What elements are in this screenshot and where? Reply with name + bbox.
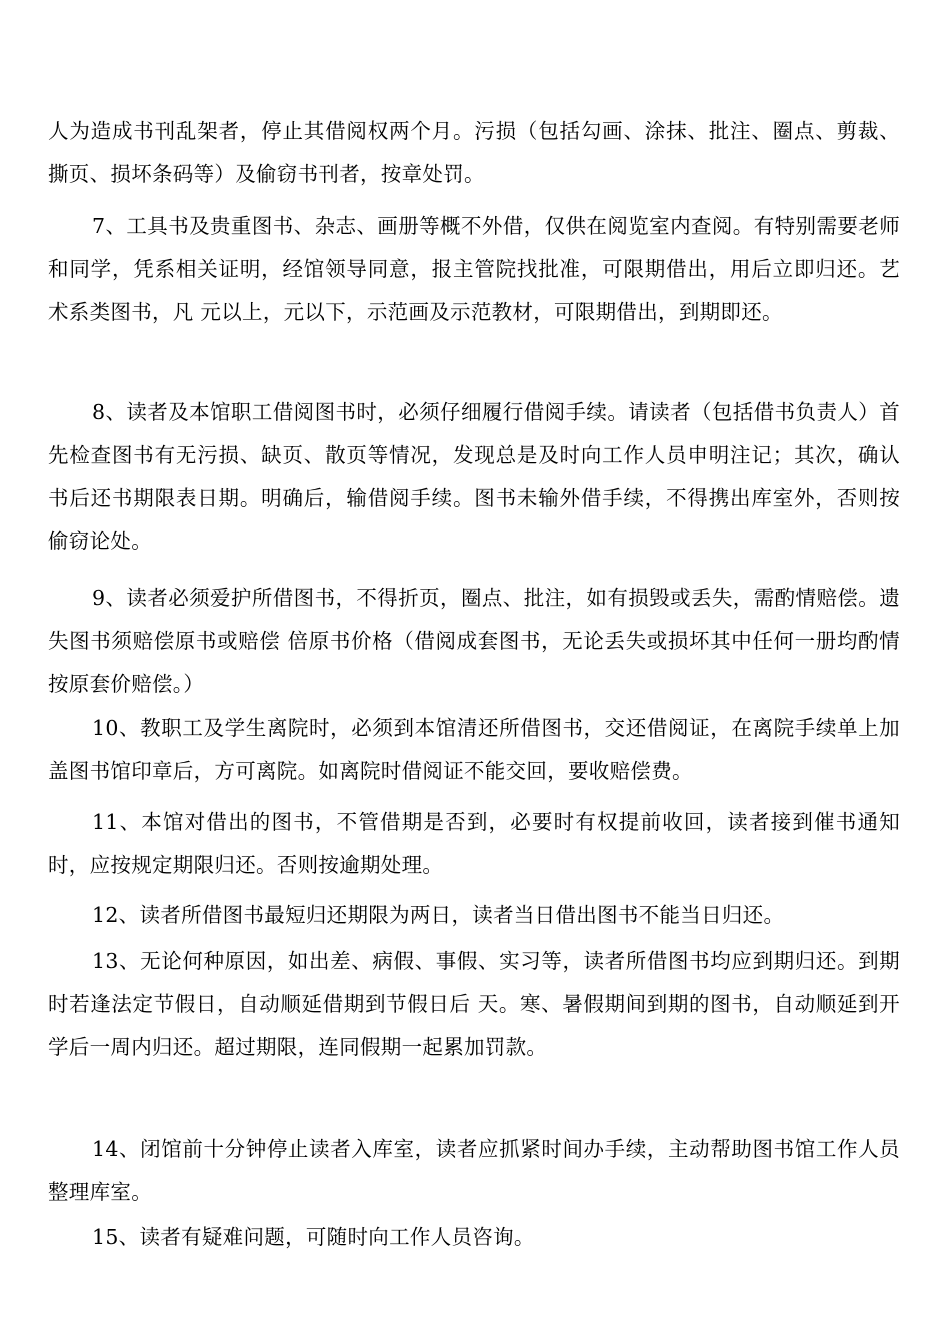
rule-item-7: 7、工具书及贵重图书、杂志、画册等概不外借，仅供在阅览室内查阅。有特别需要老师和同学，凭系相关证明，经馆领导同意，报主管院找批准，可限期借出，用后立即归还。艺术系类图书，凡 元以上，元以下，示范画及示范教材，可限期借出，到期即还。: [48, 214, 900, 324]
rule-item-9: 9、读者必须爱护所借图书，不得折页，圈点、批注，如有损毁或丢失，需酌情赔偿。遗失图书须赔偿原书或赔偿 倍原书价格（借阅成套图书，无论丢失或损坏其中任何一册均酌情按原套价赔偿。）: [48, 586, 900, 696]
rule-item-14: 14、闭馆前十分钟停止读者入库室，读者应抓紧时间办手续，主动帮助图书馆工作人员整理库室。: [48, 1137, 900, 1204]
rule-item-8: 8、读者及本馆职工借阅图书时，必须仔细履行借阅手续。请读者（包括借书负责人）首先检查图书有无污损、缺页、散页等情况，发现总是及时向工作人员申明注记；其次，确认书后还书期限表日期。明确后，输借阅手续。图书未输外借手续，不得携出库室外，否则按偷窃论处。: [48, 400, 900, 553]
rule-item-12: 12、读者所借图书最短归还期限为两日，读者当日借出图书不能当日归还。: [92, 903, 785, 927]
paragraph-continuation: 人为造成书刊乱架者，停止其借阅权两个月。污损（包括勾画、涂抹、批注、圈点、剪裁、撕页、损坏条码等）及偷窃书刊者，按章处罚。: [48, 119, 900, 186]
rule-item-15: 15、读者有疑难问题，可随时向工作人员咨询。: [92, 1225, 535, 1249]
rule-item-10: 10、教职工及学生离院时，必须到本馆清还所借图书，交还借阅证，在离院手续单上加盖图书馆印章后，方可离院。如离院时借阅证不能交回，要收赔偿费。: [48, 716, 900, 783]
rule-item-13: 13、无论何种原因，如出差、病假、事假、实习等，读者所借图书均应到期归还。到期时若逢法定节假日，自动顺延借期到节假日后 天。寒、暑假期间到期的图书，自动顺延到开学后一周内归还。超过期限，连同假期一起累加罚款。: [48, 949, 900, 1059]
rule-item-11: 11、本馆对借出的图书，不管借期是否到，必要时有权提前收回，读者接到催书通知时，应按规定期限归还。否则按逾期处理。: [48, 810, 900, 877]
